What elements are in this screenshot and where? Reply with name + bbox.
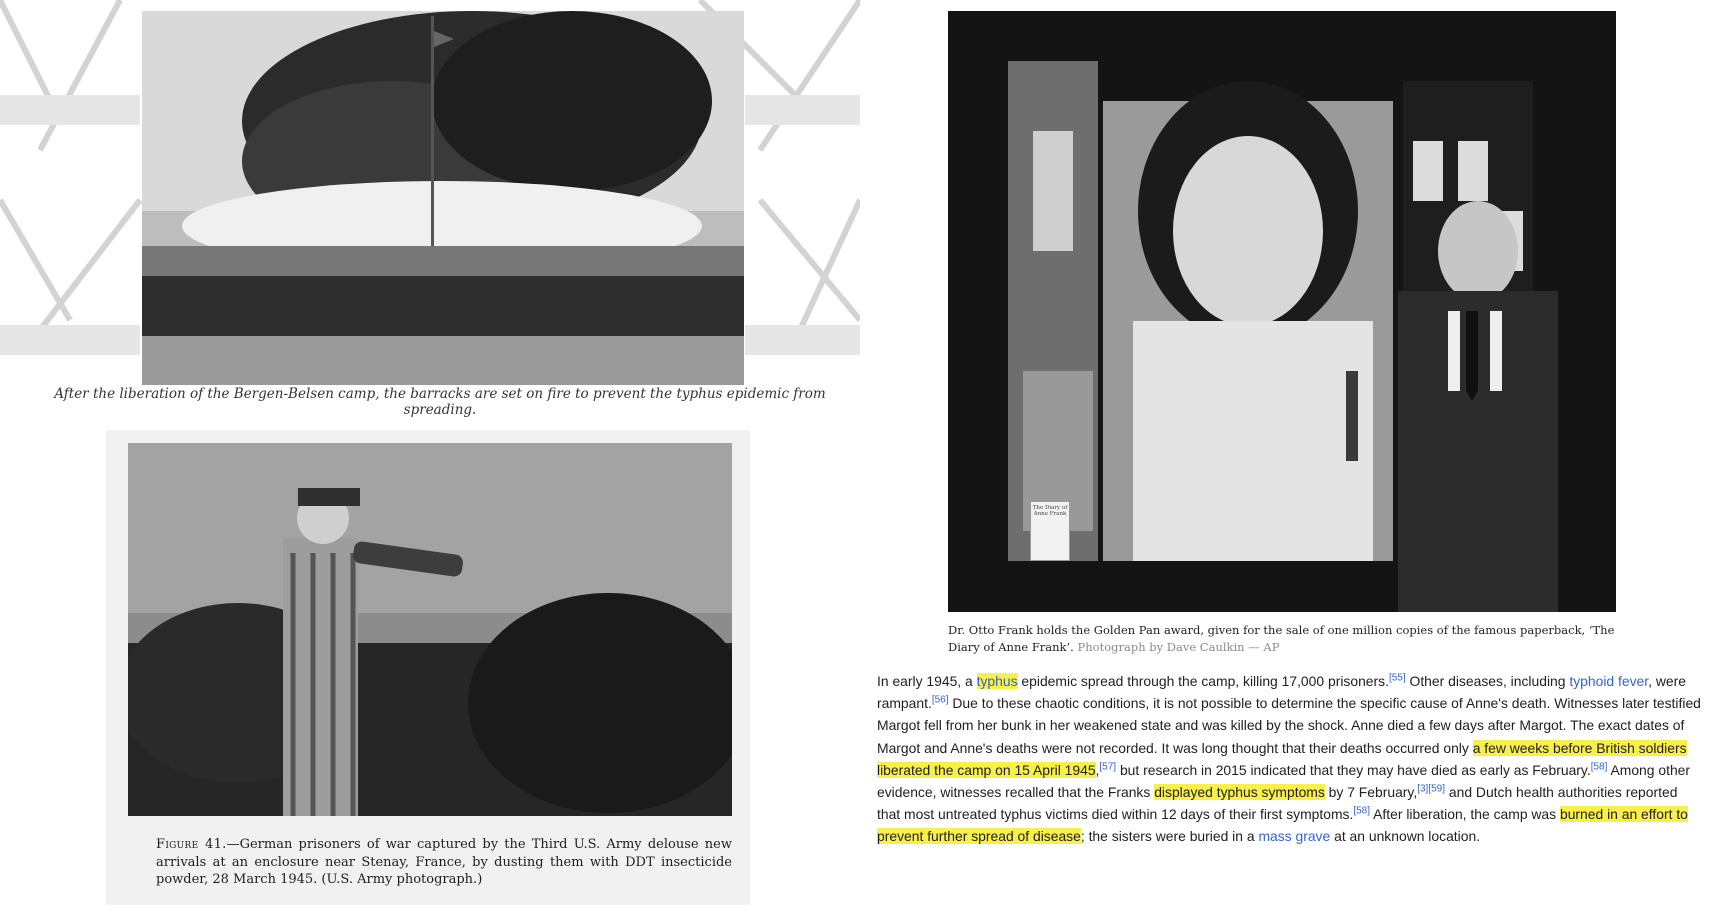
citation-58[interactable]: [58] [1590,761,1608,773]
highlight-symptoms: displayed typhus symptoms [1154,784,1325,801]
text-run: After liberation, the camp was [1370,806,1560,823]
text-run: Due to these chaotic conditions, it is not possible to determine the specific cause of Anne's death. Witnesses later testified Margot fell from her bunk in her weakened state and was killed by the shock. Anne died a few days after Margot. The exact dates of Margot and Anne's deaths were not recorded. It was long thought that their deaths occurred only [877,695,1701,756]
delousing-photo [128,443,732,816]
text-run: ; the sisters were buried in a [1080,828,1259,845]
citation-57[interactable]: [57] [1099,761,1117,773]
top-left-photo-caption: After the liberation of the Bergen-Belsen camp, the barracks are set on fire to prevent the typhus epidemic from spreading. [54,386,826,418]
otto-frank-caption [948,622,1628,656]
book-cover [1030,501,1070,561]
text-run: but research in 2015 indicated that they may have died as early as February. [1116,761,1591,778]
text-run: Other diseases, including [1405,673,1570,689]
text-run: Among other evidence, witnesses recalled that the Franks [877,761,1691,801]
figure-number: Figure 41. [156,837,227,852]
book-cover-title: The Diary of Anne Frank [1032,505,1068,517]
citation-55[interactable]: [55] [1388,672,1406,684]
figure-caption-body: —German prisoners of war captured by the Third U.S. Army delouse new arrivals at an enclosure near Stenay, France, by dusting them with DDT insecticide powder, 28 March 1945. (U.S. Army photograph.) [156,837,732,887]
article-paragraph [877,670,1702,848]
link-mass-grave[interactable]: mass grave [1258,828,1331,845]
citation-58-b[interactable]: [58] [1353,805,1371,817]
citation-3-59[interactable]: [3][59] [1417,783,1446,795]
caption-text: Dr. Otto Frank holds the Golden Pan award, given for the sale of one million copies of the famous paperback, ‘The Diary of Anne Frank’. [948,623,1615,654]
highlight-liberation: a few weeks before British soldiers liberated the camp on 15 April 1945 [877,739,1687,778]
text-run: at an unknown location. [1330,828,1481,845]
link-typhoid-fever[interactable]: typhoid fever [1569,673,1649,689]
text-run: , were rampant. [877,673,1686,712]
burning-barracks-photo [142,11,744,385]
text-run: and Dutch health authorities reported that most untreated typhus victims died within 12 days of their first symptoms. [877,784,1678,823]
photo-credit: Photograph by Dave Caulkin — AP [1077,640,1280,654]
text-run: In early 1945, a [877,673,977,689]
highlight-burned: burned in an effort to prevent further spread of disease [877,806,1688,845]
text-run: , [1095,761,1100,778]
otto-frank-photo [948,11,1616,612]
text-run: epidemic spread through the camp, killing 17,000 prisoners. [1017,673,1389,689]
figure-41-caption [156,836,732,889]
text-run: by 7 February, [1324,784,1418,801]
link-typhus[interactable]: typhus [976,673,1018,689]
citation-56[interactable]: [56] [931,694,949,706]
